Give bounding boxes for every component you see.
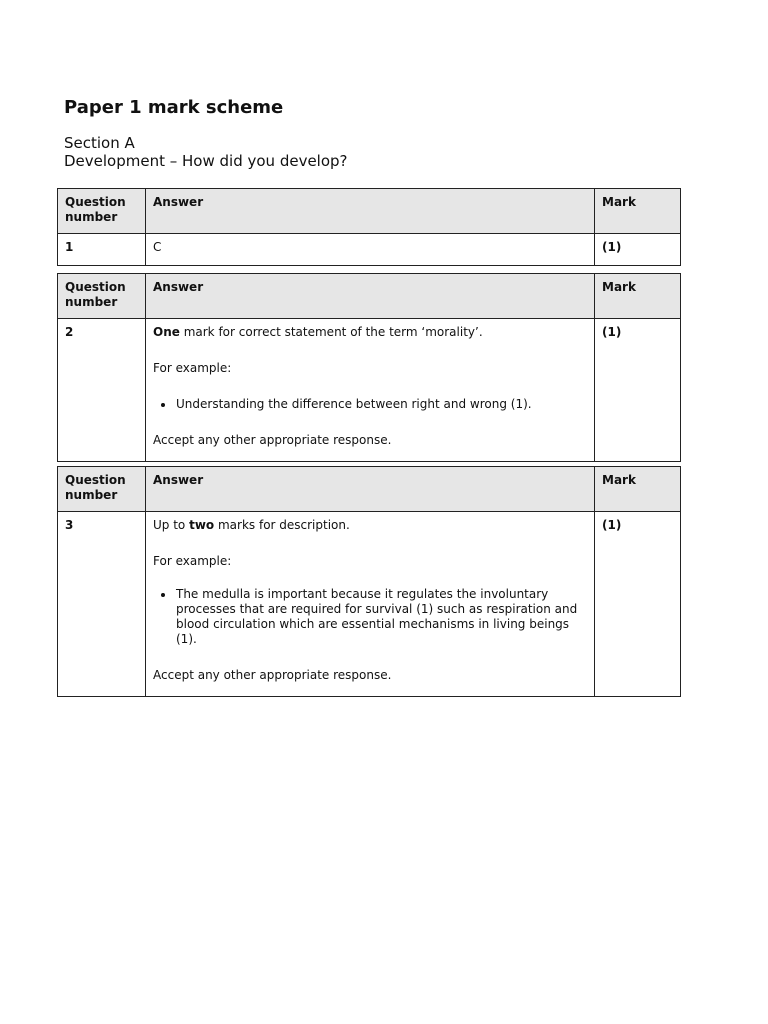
question-number: 2: [58, 319, 146, 462]
mark-value: (1): [595, 512, 681, 697]
example-bullet: • The medulla is important because it regulates the involuntary processes that are required for survival (1) such as respiration and blood circulation which are essential mechanisms in living beings (1).: [175, 587, 588, 647]
answer-intro-bold: One: [153, 325, 180, 339]
answer-intro-rest: marks for description.: [214, 518, 350, 532]
table-row: [58, 512, 681, 697]
header-question-number: Question number: [58, 189, 146, 234]
mark-value: (1): [595, 319, 681, 462]
answer-intro: [153, 518, 588, 533]
example-list: [153, 397, 588, 412]
answer-cell: [146, 234, 595, 266]
mark-value: (1): [595, 234, 681, 266]
table-header-row: [58, 189, 681, 234]
header-answer: Answer: [146, 467, 595, 512]
header-answer: Answer: [146, 274, 595, 319]
mark-table-q3: [57, 466, 681, 697]
accept-note: Accept any other appropriate response.: [153, 668, 392, 682]
header-mark: Mark: [595, 189, 681, 234]
example-label: For example:: [153, 554, 232, 568]
table-header-row: [58, 467, 681, 512]
header-mark: Mark: [595, 467, 681, 512]
example-label: For example:: [153, 361, 232, 375]
example-list: [153, 587, 588, 647]
answer-intro-rest: mark for correct statement of the term ‘morality’.: [179, 325, 483, 339]
answer-text: C: [153, 240, 162, 254]
mark-table-q1: [57, 188, 681, 266]
example-bullet: • Understanding the difference between right and wrong (1).: [175, 397, 588, 412]
question-number: 1: [58, 234, 146, 266]
header-question-number: Question number: [58, 274, 146, 319]
answer-intro-pre: Up to: [153, 518, 190, 532]
header-answer: Answer: [146, 189, 595, 234]
answer-intro: [153, 325, 588, 340]
header-question-number: Question number: [58, 467, 146, 512]
answer-intro-bold: two: [189, 518, 215, 532]
header-mark: Mark: [595, 274, 681, 319]
page-title: Paper 1 mark scheme: [64, 97, 284, 118]
question-number: 3: [58, 512, 146, 697]
section-topic: Development – How did you develop?: [64, 152, 348, 170]
table-row: [58, 319, 681, 462]
section-label: Section A: [64, 134, 135, 152]
accept-note: Accept any other appropriate response.: [153, 433, 392, 447]
table-row: [58, 234, 681, 266]
answer-cell: [146, 512, 595, 697]
answer-cell: [146, 319, 595, 462]
section-heading: [64, 134, 348, 170]
mark-table-q2: [57, 273, 681, 462]
table-header-row: [58, 274, 681, 319]
